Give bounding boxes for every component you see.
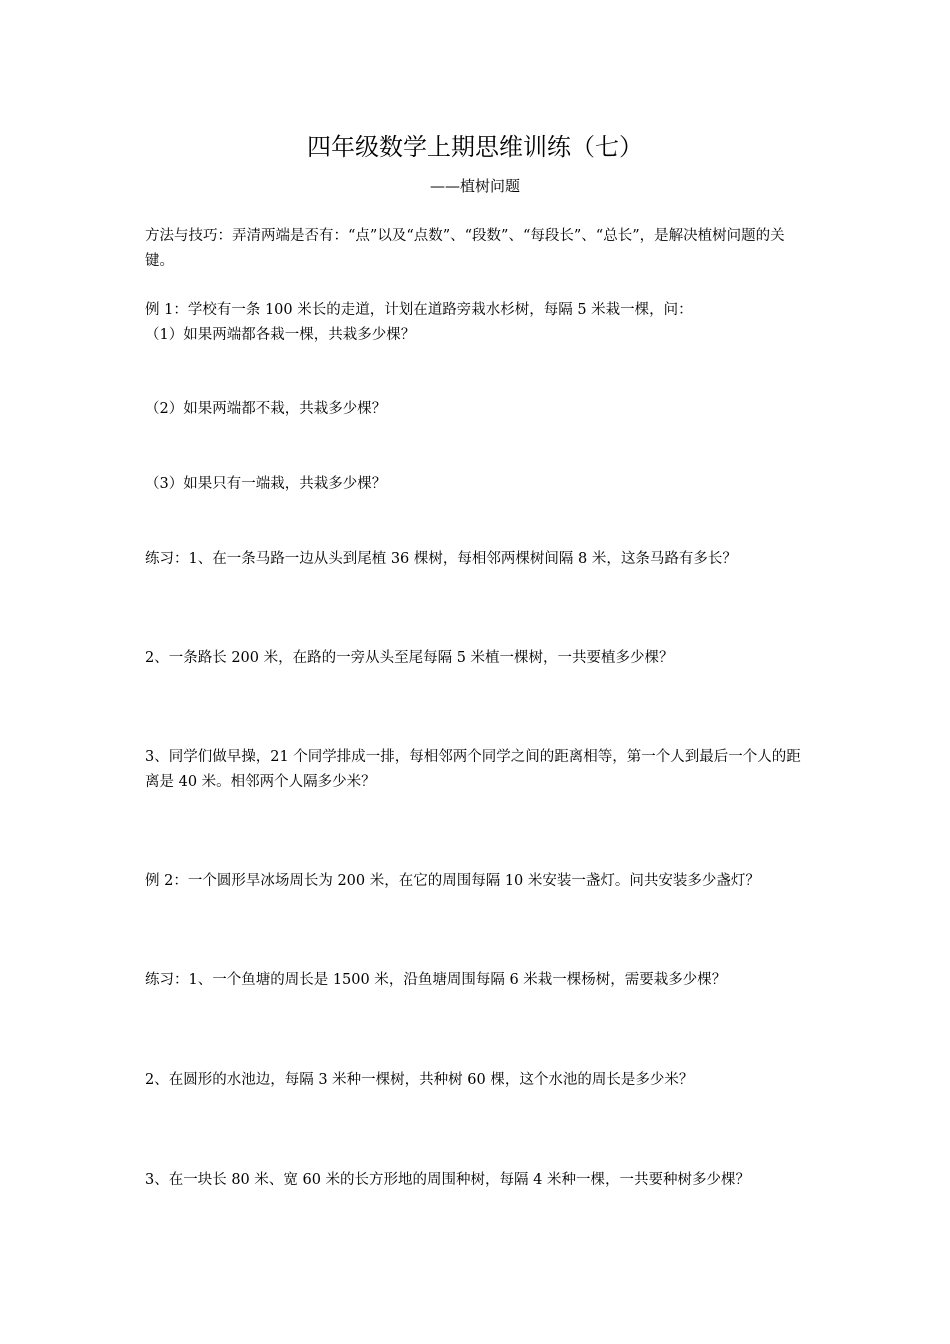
example1-question-3: （3）如果只有一端栽，共栽多少棵？ [145,476,387,492]
practice1-item-2: 2、一条路长 200 米，在路的一旁从头至尾每隔 5 米植一棵树，一共要植多少棵？ [145,650,674,666]
example2-stem: 例 2：一个圆形旱冰场周长为 200 米，在它的周围每隔 10 米安装一盏灯。问共安装多少盏灯？ [145,873,760,889]
practice2-item-3: 3、在一块长 80 米、宽 60 米的长方形地的周围种树，每隔 4 米种一棵，一共要种树多少棵？ [145,1172,751,1188]
practice1-item-1: 练习：1、在一条马路一边从头到尾植 36 棵树，每相邻两棵树间隔 8 米，这条马路有多长？ [145,551,737,567]
practice2-item-2: 2、在圆形的水池边，每隔 3 米种一棵树，共种树 60 棵，这个水池的周长是多少米？ [145,1072,694,1088]
example1-question-1: （1）如果两端都各栽一棵，共栽多少棵？ [145,327,416,343]
method-paragraph: 方法与技巧：弄清两端是否有：“点”以及“点数”、“段数”、“每段长”、“总长”，是解决植树问题的关键。 [145,228,785,269]
document-title: 四年级数学上期思维训练（七） [307,133,643,161]
practice2-item-1: 练习：1、一个鱼塘的周长是 1500 米，沿鱼塘周围每隔 6 米栽一棵杨树，需要栽多少棵？ [145,972,727,988]
example1-question-2: （2）如果两端都不栽，共栽多少棵？ [145,401,387,417]
practice1-item-3: 3、同学们做早操，21 个同学排成一排，每相邻两个同学之间的距离相等，第一个人到最后一个人的距离是 40 米。相邻两个人隔多少米？ [145,749,801,790]
document-subtitle: ——植树问题 [429,177,520,195]
example1-stem: 例 1：学校有一条 100 米长的走道，计划在道路旁栽水杉树，每隔 5 米栽一棵，问： [145,302,693,318]
